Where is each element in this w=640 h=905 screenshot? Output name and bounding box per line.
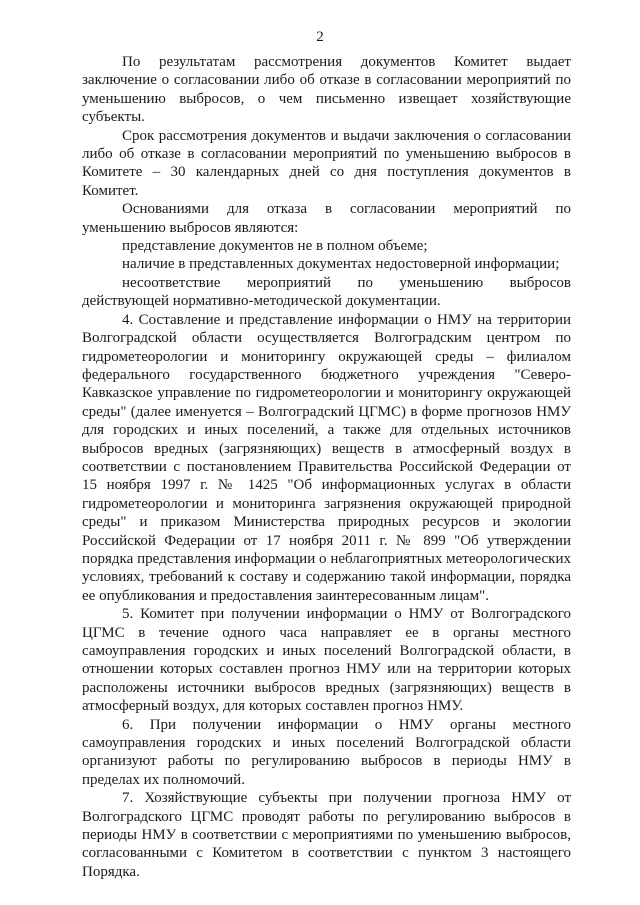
- paragraph-conclusion-issuance: По результатам рассмотрения документов Комитет выдает заключение о согласовании либо об отказе в согласовании мероприятий по уменьшению выбросов, о чем письменно извещает хозяйствующие субъекты.: [82, 54, 571, 126]
- document-body: [82, 53, 571, 881]
- refusal-ground-nonconformity: несоответствие мероприятий по уменьшению выбросов действующей нормативно-методической документации.: [82, 274, 571, 310]
- refusal-ground-unreliable: наличие в представленных документах недостоверной информации;: [122, 256, 560, 273]
- paragraph-review-period: Срок рассмотрения документов и выдачи заключения о согласовании либо об отказе в согласовании мероприятий по уменьшению выбросов в Комитете – 30 календарных дней со дня поступления документов в Комитет.: [82, 127, 571, 199]
- paragraph-refusal-grounds: Основаниями для отказа в согласовании мероприятий по уменьшению выбросов являются:: [82, 201, 571, 236]
- paragraph-item-5: 5. Комитет при получении информации о НМУ от Волгоградского ЦГМС в течение одного часа направляет ее в органы местного самоуправления городских и иных поселений Волгоградской области, в отношении которых составлен прогноз НМУ или на территории которых расположены источники выбросов вредных (загрязняющих) веществ в атмосферный воздух, для которых составлен прогноз НМУ.: [82, 606, 571, 715]
- paragraph-item-6: 6. При получении информации о НМУ органы местного самоуправления городских и иных поселений Волгоградской области организуют работы по регулированию выбросов в периоды НМУ в пределах их полномочий.: [82, 716, 571, 788]
- paragraph-item-7: 7. Хозяйствующие субъекты при получении прогноза НМУ от Волгоградского ЦГМС проводят работы по регулированию выбросов в периоды НМУ в соответствии с мероприятиями по уменьшению выбросов, согласованными с Комитетом в соответствии с пунктом 3 настоящего Порядка.: [82, 790, 571, 880]
- page-number: 2: [316, 29, 324, 45]
- refusal-ground-incomplete: представление документов не в полном объеме;: [122, 238, 428, 255]
- paragraph-item-4: 4. Составление и представление информации о НМУ на территории Волгоградской области осуществляется Волгоградским центром по гидрометеорологии и мониторингу окружающей среды – филиалом федерального государственного бюджетного учреждения "Северо-Кавказское управление по гидрометеорологии и мониторингу окружающей среды" (далее именуется – Волгоградский ЦГМС) в форме прогнозов НМУ для городских и иных поселений, а также для отдельных источников выбросов вредных (загрязняющих) веществ в атмосферный воздух в соответствии с постановлением Правительства Российской Федерации от 15 ноября 1997 г. № 1425 "Об информационных услугах в области гидрометеорологии и мониторинга загрязнения окружающей природной среды" и приказом Министерства природных ресурсов и экологии Российской Федерации от 17 ноября 2011 г. № 899 "Об утверждении порядка представления информации о неблагоприятных метеорологических условиях, требований к составу и содержанию такой информации, порядка ее опубликования и предоставления заинтересованным лицам".: [82, 311, 571, 604]
